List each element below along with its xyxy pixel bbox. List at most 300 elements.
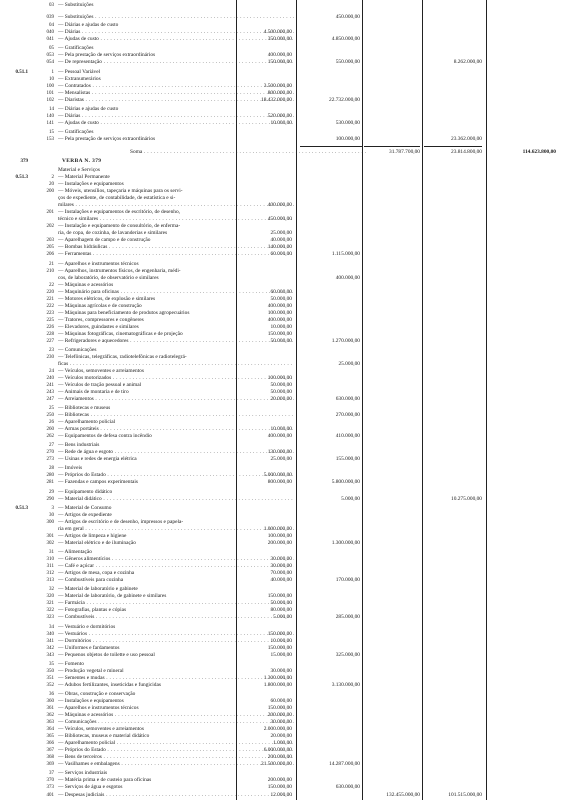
item-description: — Próprios do Estado . . . (58, 747, 294, 754)
budget-row (0, 230, 562, 237)
item-description: — Armas portáteis . . . (58, 426, 294, 433)
item-code: 102 (46, 98, 54, 103)
item-code: 20 (49, 182, 54, 187)
item-code: 141 (46, 121, 54, 126)
budget-row (0, 682, 562, 689)
amount-col-1: 80.000,00 (270, 607, 292, 613)
amount-col-1: 15.000,00 (270, 652, 292, 658)
amount-col-1: 30.000,00 (270, 719, 292, 725)
budget-row (0, 97, 562, 104)
budget-row (0, 489, 562, 496)
amount-col-1: 200.000,00 (267, 712, 292, 718)
item-description: técnico e similares . . . (58, 216, 294, 223)
amount-col-2: 630.000,00 (335, 396, 360, 402)
amount-col-1: 30.000,00 (270, 563, 292, 569)
item-description: — Gratificações (58, 129, 94, 135)
amount-col-1: 150.000,00 (267, 59, 292, 65)
item-code: 039 (46, 15, 54, 20)
budget-row (0, 354, 562, 361)
item-code: 310 (46, 557, 54, 562)
budget-row (0, 792, 562, 799)
amount-col-2: 155.000,00 (335, 456, 360, 462)
budget-row (0, 223, 562, 230)
budget-row (0, 645, 562, 652)
item-description: — Aparelhamento policial . . . (58, 740, 294, 747)
item-description: — Veículos motorizados . . . (58, 375, 294, 382)
amount-col-1: 40.000,00 (270, 237, 292, 243)
item-description: — Refrigeradores e aquecedores . . . (58, 338, 294, 345)
item-description: — Combustíveis . . . (58, 614, 294, 621)
item-description: — Veículos, semoventes e arreiamentos (58, 726, 144, 732)
item-description: — Contratados . . . (58, 83, 294, 90)
budget-row (0, 652, 562, 659)
budget-row (0, 412, 562, 419)
item-description: — Diárias e ajudas de custo (58, 106, 119, 112)
amount-col-2: 450.000,00 (335, 14, 360, 20)
budget-row (0, 456, 562, 463)
item-code: 05 (49, 46, 54, 51)
item-description: — Material Permanente (58, 174, 110, 180)
budget-row (0, 52, 562, 59)
item-code: 22 (49, 283, 54, 288)
budget-row (0, 106, 562, 113)
item-description: — Aparelhos e instrumentos técnicos (58, 705, 139, 711)
amount-col-1: 4.500.000,00 (263, 29, 292, 35)
item-description: VERBA N. 379 (62, 158, 102, 164)
section-code: 0.51.1 (15, 70, 28, 75)
item-description: — Uniformes e fardamentos (58, 645, 120, 651)
item-code: 366 (46, 741, 54, 746)
amount-col-2: 270.000,00 (335, 412, 360, 418)
item-code: 220 (46, 290, 54, 295)
item-code: 28 (49, 466, 54, 471)
item-code: 040 (46, 30, 54, 35)
item-code: 351 (46, 676, 54, 681)
amount-col-2: 5.000,00 (341, 496, 360, 502)
budget-row (0, 129, 562, 136)
item-description: — Veículos, semoventes e arreiamentos (58, 368, 144, 374)
budget-row (0, 549, 562, 556)
budget-row (0, 449, 562, 456)
item-code: 243 (46, 390, 54, 395)
item-code: 312 (46, 571, 54, 576)
item-code: 369 (46, 762, 54, 767)
amount-col-1: 1.000,00 (273, 740, 292, 746)
section-code: 0.51.3 (15, 175, 28, 180)
budget-row (0, 45, 562, 52)
amount-col-1: 5.000,00 (273, 614, 292, 620)
amount-col-1: 70.000,00 (270, 570, 292, 576)
budget-row (0, 442, 562, 449)
item-description: — Motores elétricos, de explosão e similares (58, 296, 156, 302)
item-code: 04 (49, 23, 54, 28)
budget-row (0, 426, 562, 433)
item-description: — Substituições . . . (58, 14, 294, 21)
item-description: — Fotografias, plantas e cópias (58, 607, 127, 613)
item-description: — Despesas judiciais . . . (58, 792, 294, 799)
item-description: — Gêneros alimentícios . . . (58, 556, 294, 563)
budget-row (0, 396, 562, 403)
item-description: — Dormitórios . . . (58, 638, 294, 645)
item-description: — Usinas e redes de energia elétrica (58, 456, 137, 462)
amount-col-1: 200.000,00 (267, 754, 292, 760)
amount-col-1: 10.000,00 (270, 324, 292, 330)
item-description: cos, de laboratório, de observatório e similares (58, 275, 159, 281)
item-description: — Imóveis (58, 465, 83, 471)
budget-row (0, 726, 562, 733)
item-code: 240 (46, 376, 54, 381)
amount-col-2: 550.000,00 (335, 59, 360, 65)
item-description: — Bibliotecas, museus e material didático (58, 733, 150, 739)
item-description: — Extranumerários (58, 76, 101, 82)
item-code: 210 (46, 269, 54, 274)
item-code: 290 (46, 497, 54, 502)
amount-col-1: 1.000.000,00 (263, 526, 292, 532)
item-code: 37 (49, 771, 54, 776)
item-description: — Aparelhagem de campo e de construção (58, 237, 151, 243)
item-code: 281 (46, 480, 54, 485)
item-code: 222 (46, 304, 54, 309)
item-code: 323 (46, 615, 54, 620)
budget-row (0, 216, 562, 223)
amount-col-1: 50.000,00 (270, 600, 292, 606)
item-code: 228 (46, 332, 54, 337)
budget-row (0, 251, 562, 258)
item-description: — Material de laboratório e gabinete (58, 586, 138, 592)
item-code: 3 (51, 506, 54, 511)
item-code: 202 (46, 224, 54, 229)
item-description: — Mensalistas . . . (58, 90, 294, 97)
budget-row (0, 719, 562, 726)
item-description: — Bombas hidráulicas . . . (58, 244, 294, 251)
budget-row (0, 784, 562, 791)
item-code: 250 (46, 413, 54, 418)
amount-col-1: 400.000,00 (267, 317, 292, 323)
item-description: — Comunicações . . . (58, 719, 294, 726)
item-description: — Alimentação (58, 549, 92, 555)
amount-col-1: 40.000,00 (270, 577, 292, 583)
item-description: — Bibliotecas . . . (58, 412, 294, 419)
item-code: 362 (46, 713, 54, 718)
budget-row (0, 347, 562, 354)
budget-row (0, 472, 562, 479)
amount-col-1: 1.800.000,00 (263, 682, 292, 688)
amount-col-1: 10.000,00 (270, 638, 292, 644)
item-description: — Ajudas de custo . . . (58, 120, 294, 127)
amount-col-1: 800.000,00 (267, 90, 292, 96)
budget-row (0, 638, 562, 645)
amount-col-1: 50.000,00 (270, 382, 292, 388)
budget-row (0, 600, 562, 607)
budget-row (0, 382, 562, 389)
amount-col-1: 400.000,00 (267, 303, 292, 309)
budget-row (0, 631, 562, 638)
item-code: 32 (49, 587, 54, 592)
budget-row (0, 563, 562, 570)
amount-col-1: 100.000,00 (267, 375, 292, 381)
item-description: — Elevadores, guindastes e similares (58, 324, 139, 330)
item-code: 206 (46, 252, 54, 257)
item-code: 24 (49, 369, 54, 374)
budget-row (0, 174, 562, 181)
amount-col-1: 350.000,00 (267, 36, 292, 42)
item-code: 1 (51, 70, 54, 75)
amount-col-1: 130.000,00 (267, 449, 292, 455)
item-description: — Pequenos objetos de toilette e uso pessoal (58, 652, 155, 658)
amount-col-1: 50.000,00 (270, 338, 292, 344)
item-code: 340 (46, 632, 54, 637)
amount-col-3: 132.455.000,00 (386, 792, 420, 798)
budget-row (0, 505, 562, 512)
item-code: 221 (46, 297, 54, 302)
budget-row (0, 310, 562, 317)
item-description: — Café e açúcar . . . (58, 563, 294, 570)
item-description: — Vestuário e dormitórios (58, 624, 116, 630)
item-description: — Ferramentas . . . (58, 251, 294, 258)
item-code: 367 (46, 748, 54, 753)
item-description: — Móveis, utensílios, tapeçaria e máquinas para os servi- (58, 188, 183, 194)
sum-rule (300, 146, 362, 147)
amount-col-1: 1.300.000,00 (263, 675, 292, 681)
budget-row (0, 317, 562, 324)
amount-col-1: 150.000,00 (267, 645, 292, 651)
amount-col-2: 400.000,00 (335, 275, 360, 281)
amount-col-1: 150.000,00 (267, 784, 292, 790)
item-code: 363 (46, 720, 54, 725)
amount-col-1: 25.000,00 (270, 230, 292, 236)
item-description: — Substituições (58, 2, 94, 8)
section-code: 379 (20, 159, 28, 164)
item-code: 270 (46, 450, 54, 455)
item-code: 342 (46, 646, 54, 651)
budget-row (0, 614, 562, 621)
amount-col-2: 530.000,00 (335, 120, 360, 126)
amount-col-2: 630.000,00 (335, 784, 360, 790)
budget-row (0, 556, 562, 563)
amount-col-1: 20.000,00 (270, 733, 292, 739)
item-code: 23 (49, 348, 54, 353)
budget-row (0, 113, 562, 120)
budget-row (0, 519, 562, 526)
item-description: — Fazendas e campos experimentais (58, 479, 138, 485)
item-code: 360 (46, 699, 54, 704)
amount-col-1: 400.000,00 (267, 433, 292, 439)
amount-col-1: 12.000,00 (270, 792, 292, 798)
item-description: — Produção vegetal e mineral (58, 668, 124, 674)
item-code: 352 (46, 683, 54, 688)
item-description: — Comunicações (58, 347, 97, 353)
budget-row (0, 675, 562, 682)
item-code: 35 (49, 662, 54, 667)
item-code: 203 (46, 238, 54, 243)
item-description: — Pela prestação de serviços extraordinários (58, 52, 156, 58)
item-code: 205 (46, 245, 54, 250)
item-description: — Farmácia . . . (58, 600, 294, 607)
amount-col-1: 21.500.000,00 (261, 761, 292, 767)
item-description: — Instalações e equipamentos de escritório, de desenho, (58, 209, 180, 215)
budget-row (0, 405, 562, 412)
item-code: 343 (46, 653, 54, 658)
item-code: 368 (46, 755, 54, 760)
amount-col-1: 25.000,00 (270, 456, 292, 462)
item-description: — Artigos de expediente (58, 512, 112, 518)
item-code: 373 (46, 785, 54, 790)
budget-row (0, 188, 562, 195)
budget-row (0, 705, 562, 712)
item-description: milares . . . (58, 202, 294, 209)
budget-row (0, 375, 562, 382)
item-description: — Diaristas . . . (58, 97, 294, 104)
budget-row (0, 167, 562, 174)
item-code: 302 (46, 541, 54, 546)
amount-col-1: 18.432.000,00 (261, 97, 292, 103)
amount-col-1: 50.000,00 (270, 389, 292, 395)
item-description: — Bens industriais (58, 442, 100, 448)
budget-row (0, 275, 562, 282)
item-description: — Adubos fertilizantes, inseticidas e fungicidas (58, 682, 161, 688)
amount-col-1: 60.000,00 (270, 289, 292, 295)
budget-row (0, 261, 562, 268)
budget-row (0, 661, 562, 668)
amount-col-1: 140.000,00 (267, 244, 292, 250)
item-code: 27 (49, 443, 54, 448)
item-code: 053 (46, 53, 54, 58)
amount-col-1: 3.500.000,00 (263, 83, 292, 89)
item-description: — Máquinas para beneficiamento de produtos agropecuários (58, 310, 190, 316)
budget-row (0, 282, 562, 289)
item-description: — Bens de terceiros . . . (58, 754, 294, 761)
amount-col-2: 3.130.000,00 (331, 682, 360, 688)
item-description: — Sementes e mudas . . . (58, 675, 294, 682)
item-description: — Ajudas de custo . . . (58, 36, 294, 43)
amount-col-1: 60.000,00 (270, 698, 292, 704)
item-description: — Aparelhos, instrumentos físicos, de engenharia, médi- (58, 268, 181, 274)
item-description: — Artigos de mesa, copa e cozinha (58, 570, 135, 576)
item-code: 370 (46, 778, 54, 783)
budget-row (0, 761, 562, 768)
item-code: 321 (46, 601, 54, 606)
budget-row (0, 2, 562, 9)
item-code: 350 (46, 669, 54, 674)
item-description: — Artigos de limpeza e higiene (58, 533, 127, 539)
budget-row (0, 136, 562, 143)
item-description: ria, de copa, de cozinha, de lavanderias e similares (58, 230, 168, 236)
item-code: 101 (46, 91, 54, 96)
budget-row (0, 747, 562, 754)
amount-col-4: 23.814.800,00 (451, 149, 482, 155)
amount-col-1: 5.000.000,00 (263, 472, 292, 478)
budget-row (0, 586, 562, 593)
item-description: — Arreiamentos . . . (58, 396, 294, 403)
item-code: 225 (46, 318, 54, 323)
item-code: 140 (46, 114, 54, 119)
item-description: — Diárias . . . (58, 113, 294, 120)
amount-col-2: 5.800.000,00 (331, 479, 360, 485)
item-description: — Equipamento didático (58, 489, 113, 495)
item-description: — Pessoal Variável (58, 69, 101, 75)
budget-row (0, 158, 562, 165)
amount-col-2: 170.000,00 (335, 577, 360, 583)
amount-col-1: 2.000.000,00 (263, 726, 292, 732)
budget-row (0, 533, 562, 540)
item-description: — Instalações e equipamentos (58, 181, 124, 187)
budget-row (0, 181, 562, 188)
item-code: 226 (46, 325, 54, 330)
item-description: — Maquinário para oficinas . . . (58, 289, 294, 296)
amount-col-1: 200.000,00 (267, 777, 292, 783)
amount-col-4: 101.515.000,00 (448, 792, 482, 798)
budget-row (0, 691, 562, 698)
budget-row (0, 465, 562, 472)
item-code: 2 (51, 175, 54, 180)
item-description: — Tratores, compressores e congêneres (58, 317, 144, 323)
item-description: — Veículos de tração pessoal e animal (58, 382, 142, 388)
budget-row (0, 14, 562, 21)
budget-row (0, 389, 562, 396)
item-description: — Combustíveis para cozinha (58, 577, 124, 583)
amount-col-1: 150.000,00 (267, 705, 292, 711)
item-code: 320 (46, 594, 54, 599)
item-code: 247 (46, 397, 54, 402)
budget-row (0, 296, 562, 303)
amount-col-2: 22.732.000,00 (329, 97, 360, 103)
budget-row (0, 712, 562, 719)
budget-row (0, 244, 562, 251)
amount-col-1: 30.000,00 (270, 668, 292, 674)
item-description: — Material de Consumo (58, 505, 112, 511)
item-description: — Rede de água e esgoto . . . (58, 449, 294, 456)
amount-col-1: 800.000,00 (267, 479, 292, 485)
budget-row (0, 149, 562, 156)
item-description: — Aparelhos e instrumentos técnicos (58, 261, 139, 267)
item-description: — Vasilhames e embalagens . . . (58, 761, 294, 768)
budget-row (0, 209, 562, 216)
budget-row (0, 338, 562, 345)
item-description: — Máquinas fotográficas, cinematográficas e de projeção (58, 331, 183, 337)
amount-col-1: 400.000,00 (267, 202, 292, 208)
amount-col-1: 520.000,00 (267, 113, 292, 119)
budget-row (0, 698, 562, 705)
budget-row (0, 202, 562, 209)
sum-rule (424, 146, 482, 147)
section-code: 0.51.3 (15, 506, 28, 511)
budget-row (0, 607, 562, 614)
item-code: 401 (46, 793, 54, 798)
amount-col-1: 150.000,00 (267, 331, 292, 337)
item-code: 34 (49, 625, 54, 630)
budget-row (0, 433, 562, 440)
item-description: Soma . . . (130, 149, 366, 156)
item-description: — Obras, construção e conservação (58, 691, 136, 697)
item-code: 153 (46, 137, 54, 142)
item-code: 313 (46, 578, 54, 583)
item-code: 361 (46, 706, 54, 711)
amount-col-4: 23.362.000,00 (451, 136, 482, 142)
budget-row (0, 120, 562, 127)
budget-row (0, 195, 562, 202)
item-description: — Diárias e ajudas de custo (58, 22, 119, 28)
item-code: 262 (46, 434, 54, 439)
amount-col-4: 8.262.000,00 (453, 59, 482, 65)
amount-col-1: 20.000,00 (270, 396, 292, 402)
amount-col-1: 6.000.000,00 (263, 747, 292, 753)
budget-row (0, 237, 562, 244)
amount-col-2: 410.000,00 (335, 433, 360, 439)
amount-col-2: 1.300.000,00 (331, 540, 360, 546)
item-code: 280 (46, 473, 54, 478)
amount-col-1: 10.000,00 (270, 426, 292, 432)
item-description: — Aparelhamento policial (58, 419, 116, 425)
